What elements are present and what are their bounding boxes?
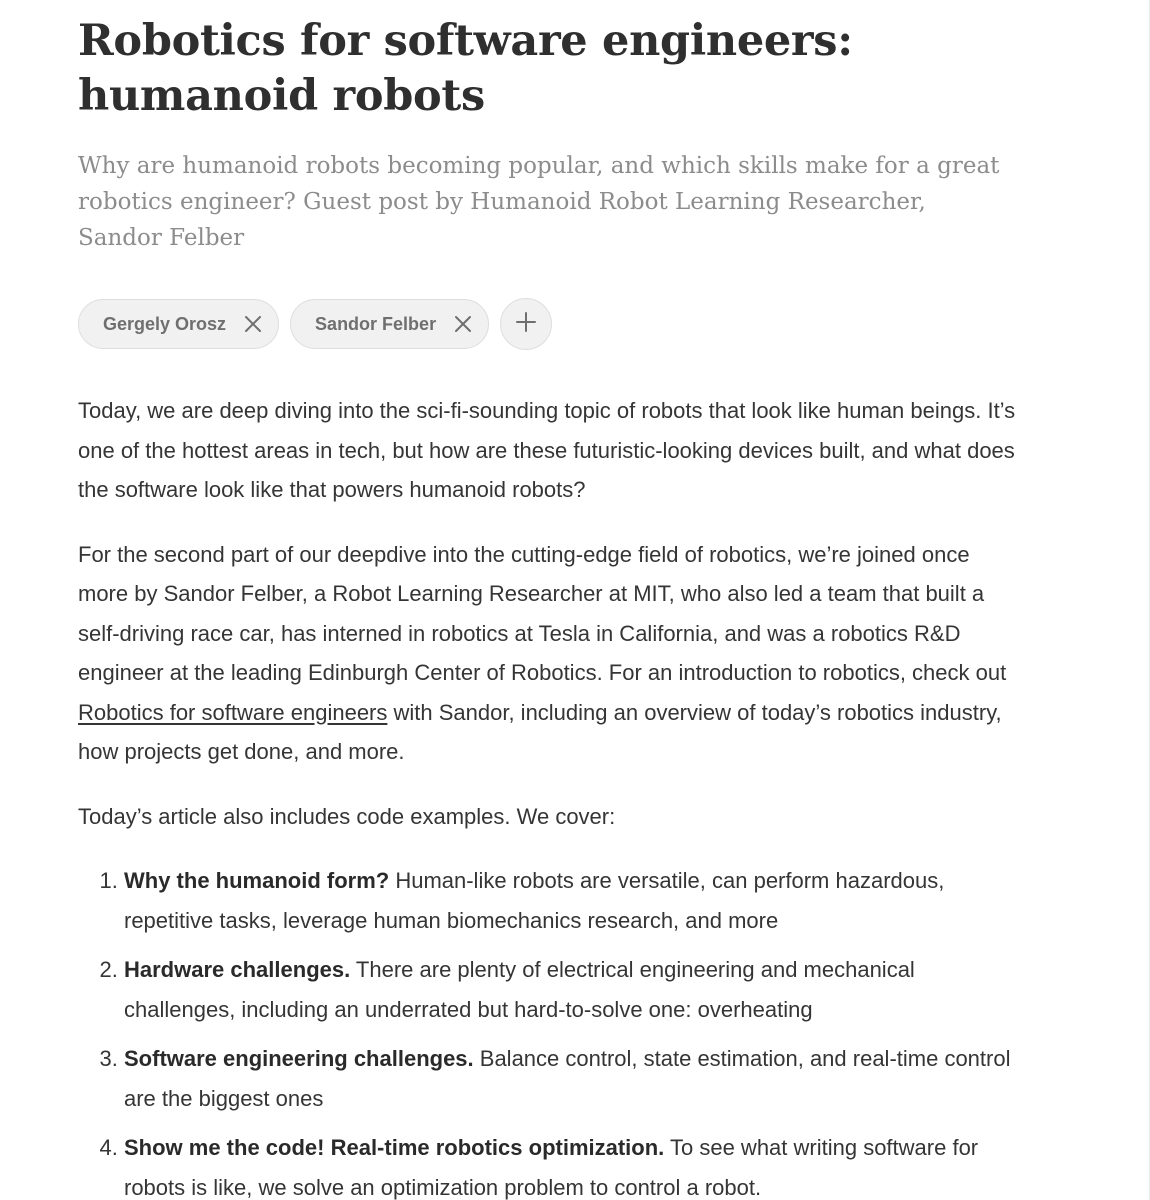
list-item-heading: Hardware challenges. — [124, 957, 351, 982]
plus-icon — [515, 311, 537, 338]
post-editor — [78, 14, 1018, 1200]
intro-paragraph[interactable]: Today, we are deep diving into the sci-fi-sounding topic of robots that look like human beings. It’s one of the hottest areas in tech, but how are these futuristic-looking devices built, and what does the software look like that powers humanoid robots? — [78, 398, 1016, 502]
author-chip[interactable] — [290, 299, 489, 349]
cover-intro[interactable]: Today’s article also includes code examples. We cover: — [78, 803, 616, 829]
guest-paragraph-text-end: with Sandor, including an overview of today’s robotics industry, how projects get done, and more. — [78, 699, 1002, 764]
post-title[interactable]: Robotics for software engineers: humanoid robots — [78, 16, 853, 121]
list-item-text: Balance control, state estimation, and real-time control are the biggest ones — [124, 1046, 1011, 1111]
list-item-heading: Show me the code! Real-time robotics optimization. — [124, 1135, 665, 1160]
post-subtitle[interactable]: Why are humanoid robots becoming popular, and which skills make for a great robotics engineer? Guest post by Humanoid Robot Learning Researcher, Sandor Felber — [78, 153, 1000, 251]
author-name: Sandor Felber — [315, 313, 437, 334]
list-item[interactable] — [124, 1128, 1018, 1200]
list-item-heading: Why the humanoid form? — [124, 868, 390, 893]
cover-list — [78, 861, 1018, 1200]
list-item-text: Human-like robots are versatile, can perform hazardous, repetitive tasks, leverage human biomechanics research, and more — [124, 868, 945, 933]
list-item-text: To see what writing software for robots is like, we solve an optimization problem to control a robot. — [124, 1135, 979, 1200]
guest-paragraph-text: For the second part of our deepdive into the cutting-edge field of robotics, we’re joined once more by Sandor Felber, a Robot Learning Researcher at MIT, who also led a team that built a self-driving race car, has interned in robotics at Tesla in California, and was a robotics R&D engineer at the leading Edinburgh Center of Robotics. For an introduction to robotics, check out — [78, 541, 1007, 685]
author-chip[interactable] — [78, 299, 279, 349]
close-icon[interactable] — [454, 315, 472, 333]
list-item[interactable] — [124, 950, 1018, 1029]
list-item[interactable] — [124, 861, 1018, 940]
author-name: Gergely Orosz — [103, 313, 227, 334]
robotics-article-link[interactable]: Robotics for software engineers — [78, 699, 388, 725]
list-item-heading: Software engineering challenges. — [124, 1046, 474, 1071]
author-list — [78, 298, 1018, 350]
list-item[interactable] — [124, 1039, 1018, 1118]
list-item-text: There are plenty of electrical engineering and mechanical challenges, including an underrated but hard-to-solve one: overheating — [124, 957, 915, 1022]
add-author-button[interactable] — [500, 298, 552, 350]
close-icon[interactable] — [244, 315, 262, 333]
guest-paragraph[interactable] — [78, 535, 1018, 772]
